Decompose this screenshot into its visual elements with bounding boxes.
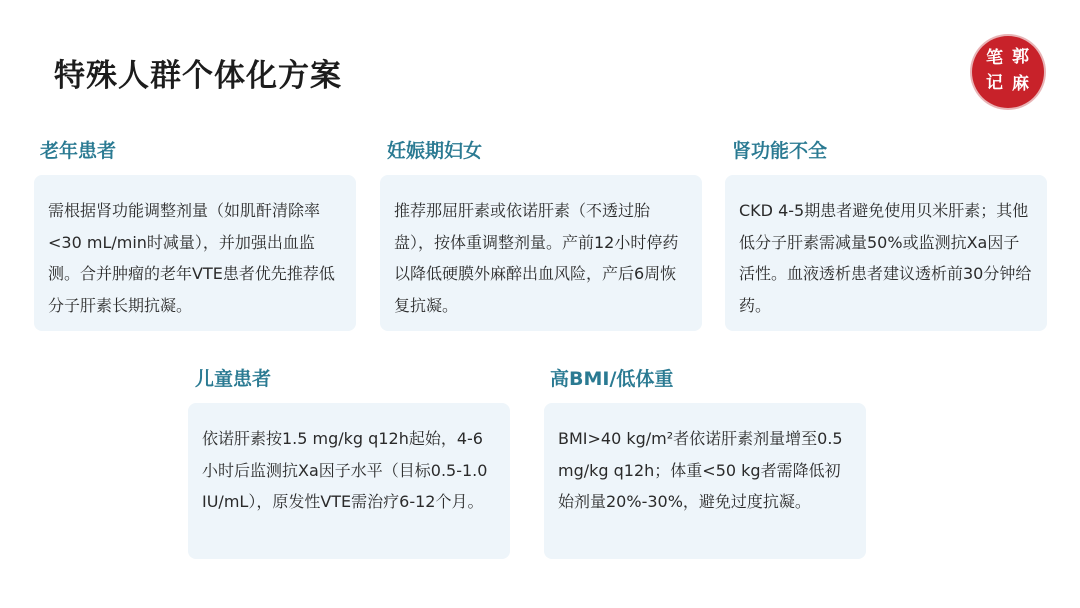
seal-char: 笔: [986, 48, 1003, 68]
section-heading-bmi: 高BMI/低体重: [550, 368, 674, 390]
section-card-pregnancy: 推荐那屈肝素或依诺肝素（不透过胎盘），按体重调整剂量。产前12小时停药以降低硬膜外麻醉出血风险，产后6周恢复抗凝。: [380, 175, 702, 331]
section-card-elderly: 需根据肾功能调整剂量（如肌酐清除率<30 mL/min时减量），并加强出血监测。合并肿瘤的老年VTE患者优先推荐低分子肝素长期抗凝。: [34, 175, 356, 331]
section-card-renal: CKD 4-5期患者避免使用贝米肝素；其他低分子肝素需减量50%或监测抗Xa因子活性。血液透析患者建议透析前30分钟给药。: [725, 175, 1047, 331]
seal-char: 郭: [1012, 47, 1029, 67]
section-heading-pregnancy: 妊娠期妇女: [387, 140, 483, 162]
seal-char: 麻: [1012, 74, 1029, 94]
section-card-bmi: BMI>40 kg/m²者依诺肝素剂量增至0.5 mg/kg q12h；体重<50 kg者需降低初始剂量20%-30%，避免过度抗凝。: [544, 403, 866, 559]
seal-char: 记: [986, 73, 1003, 93]
section-heading-children: 儿童患者: [195, 368, 272, 390]
page-title: 特殊人群个体化方案: [54, 58, 342, 94]
seal-logo: [972, 36, 1044, 108]
section-heading-elderly: 老年患者: [40, 140, 117, 162]
section-card-children: 依诺肝素按1.5 mg/kg q12h起始，4-6小时后监测抗Xa因子水平（目标0.5-1.0 IU/mL），原发性VTE需治疗6-12个月。: [188, 403, 510, 559]
section-heading-renal: 肾功能不全: [732, 140, 828, 162]
